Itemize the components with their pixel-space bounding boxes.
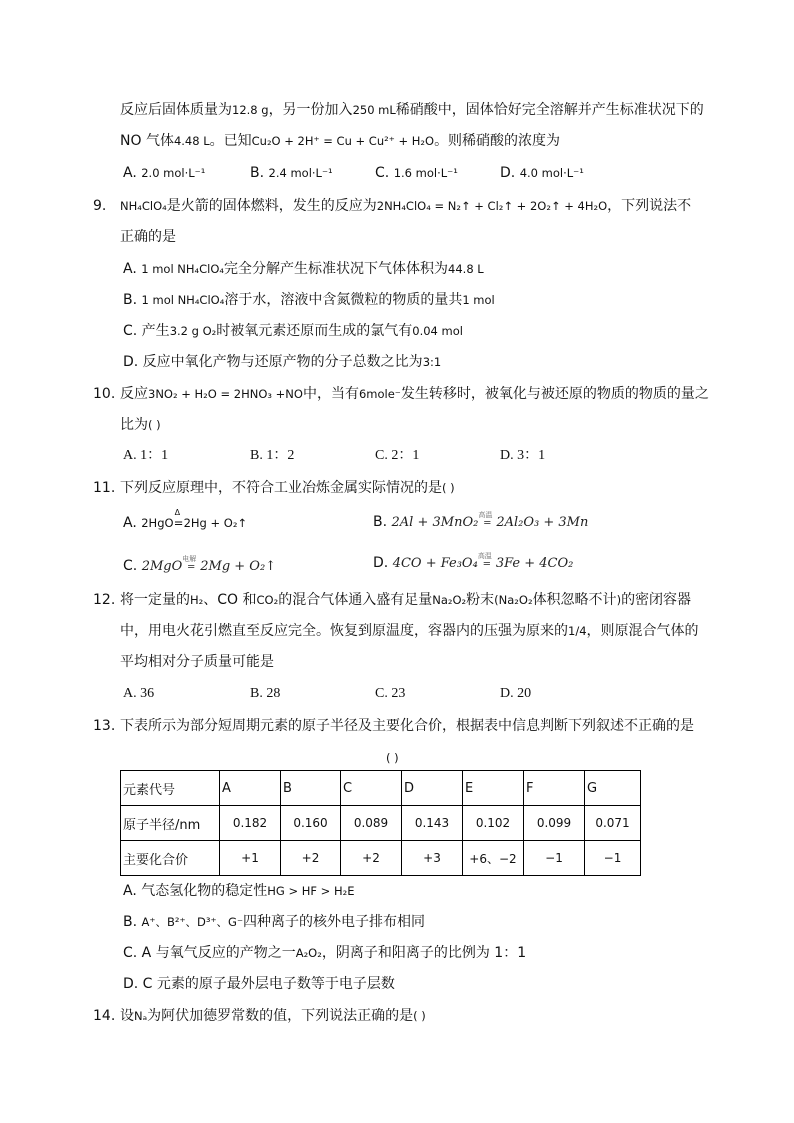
q11-option-c: C. 2MgO 电解 = 2Mg + O₂↑	[123, 555, 277, 574]
q9-line-1: NH₄ClO₄是火箭的固体燃料，发生的反应为2NH₄ClO₄ = N₂↑ + Cl₂↑ + 2O₂↑ + 4H₂O，下列说法不	[120, 198, 692, 214]
q13-stem: 下表所示为部分短周期元素的原子半径及主要化合价，根据表中信息判断下列叙述不正确的是	[120, 718, 694, 734]
q11-stem: 下列反应原理中，不符合工业冶炼金属实际情况的是( )	[120, 480, 455, 496]
q9-option-a: A. 1 mol NH₄ClO₄完全分解产生标准状况下气体体积为44.8 L	[123, 261, 484, 277]
q13-option-b: B. A⁺、B²⁺、D³⁺、G⁻四种离子的核外电子排布相同	[123, 914, 426, 930]
q11-number: 11.	[93, 480, 116, 496]
q8-option-c: C. 1.6 mol·L⁻¹	[375, 165, 458, 181]
element-table	[120, 770, 641, 876]
q12-option-d: D. 20	[500, 686, 532, 701]
q8-option-b: B. 2.4 mol·L⁻¹	[250, 165, 333, 181]
q12-number: 12.	[93, 592, 116, 608]
q9-line-2: 正确的是	[120, 229, 176, 245]
q13-number: 13.	[93, 718, 116, 734]
q10-number: 10.	[93, 386, 116, 402]
q8-line-2: NO 气体4.48 L。已知Cu₂O + 2H⁺ = Cu + Cu²⁺ + H₂O。则稀硝酸的浓度为	[120, 133, 561, 149]
q9-option-b: B. 1 mol NH₄ClO₄溶于水，溶液中含氮微粒的物质的量共1 mol	[123, 292, 495, 308]
q10-option-c: C. 2：1	[375, 448, 420, 463]
q9-number: 9.	[93, 198, 107, 214]
q10-option-a: A. 1：1	[123, 448, 169, 463]
q9-option-c: C. 产生3.2 g O₂时被氧元素还原而生成的氯气有0.04 mol	[123, 323, 463, 339]
q10-option-d: D. 3：1	[500, 448, 546, 463]
q12-line-1: 将一定量的H₂、CO 和CO₂的混合气体通入盛有足量Na₂O₂粉末(Na₂O₂体积忽略不计)的密闭容器	[120, 592, 692, 608]
q8-line-1: 反应后固体质量为12.8 g，另一份加入250 mL稀硝酸中，固体恰好完全溶解并产生标准状况下的	[120, 102, 704, 118]
q13-option-c: C. A 与氧气反应的产物之一A₂O₂，阴离子和阳离子的比例为 1：1	[123, 945, 527, 961]
q10-option-b: B. 1：2	[250, 448, 295, 463]
q8-option-a: A. 2.0 mol·L⁻¹	[123, 165, 206, 181]
q10-line-1: 反应3NO₂ + H₂O = 2HNO₃ +NO中，当有6mole⁻发生转移时，被氧化与被还原的物质的物质的量之	[120, 386, 709, 402]
q11-option-a: A. 2HgO Δ =2Hg + O₂↑	[123, 508, 248, 531]
q14-number: 14.	[93, 1008, 116, 1024]
q12-option-c: C. 23	[375, 686, 406, 701]
table-row: 主要化合价 +1 +2 +2 +3 +6、−2 −1 −1	[121, 841, 641, 876]
q11-option-b: B. 2Al + 3MnO₂ 高温 = 2Al₂O₃ + 3Mn	[373, 511, 589, 530]
q13-option-d: D. C 元素的原子最外层电子数等于电子层数	[123, 976, 395, 992]
q12-line-2: 中，用电火花引燃直至反应完全。恢复到原温度，容器内的压强为原来的1/4，则原混合气体的	[120, 623, 699, 639]
q13-option-a: A. 气态氢化物的稳定性HG > HF > H₂E	[123, 883, 355, 899]
q12-option-a: A. 36	[123, 686, 155, 701]
q11-option-d: D. 4CO + Fe₃O₄ 高温 = 3Fe + 4CO₂	[373, 552, 574, 571]
q12-option-b: B. 28	[250, 686, 281, 701]
table-row: 元素代号 A B C D E F G	[121, 771, 641, 806]
q14-stem: 设Nₐ为阿伏加德罗常数的值，下列说法正确的是( )	[120, 1008, 426, 1024]
table-row: 原子半径/nm 0.182 0.160 0.089 0.143 0.102 0.099 0.071	[121, 806, 641, 841]
q13-paren: ( )	[386, 751, 399, 765]
q10-line-2: 比为( )	[120, 417, 161, 433]
q12-line-3: 平均相对分子质量可能是	[120, 654, 274, 670]
q9-option-d: D. 反应中氧化产物与还原产物的分子总数之比为3:1	[123, 354, 442, 370]
q8-option-d: D. 4.0 mol·L⁻¹	[500, 165, 584, 181]
